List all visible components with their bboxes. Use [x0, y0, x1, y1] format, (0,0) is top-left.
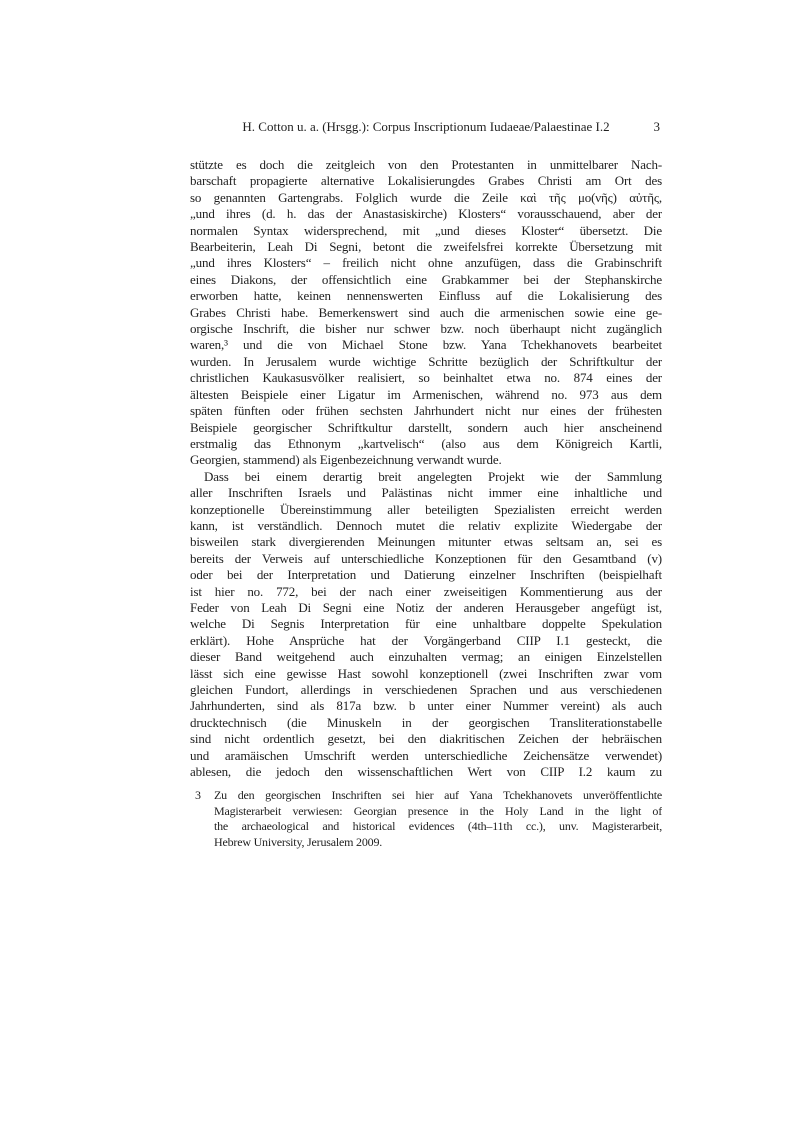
text-line: oder bei der Interpretation und Datierung einzelner Inschriften (beispielhaft — [190, 567, 662, 583]
text-line: „und ihres Klosters“ – freilich nicht ohne anzufügen, dass die Grabinschrift — [190, 255, 662, 271]
text-line: so genannten Gartengrabs. Folglich wurde die Zeile καὶ τῆς μο(νῆς) αὐτῆς, — [190, 189, 662, 205]
text-line: Magisterarbeit verwiesen: Georgian presence in the Holy Land in the light of — [214, 803, 662, 818]
page-number: 3 — [653, 119, 660, 134]
text-line: und aramäischen Umschrift werden unterschiedliche Zeichensätze verwendet) — [190, 747, 662, 763]
text-line: orgische Inschrift, die bisher nur schwer bzw. noch überhaupt nicht zugänglich — [190, 321, 662, 337]
text-line: bereits der Verweis auf unterschiedliche Konzeptionen für den Gesamtband (v) — [190, 550, 662, 566]
text-line: lässt sich eine gewisse Hast sowohl konzeptionell (zwei Inschriften zwar vom — [190, 665, 662, 681]
paragraph-second — [190, 469, 662, 781]
text-line: Feder von Leah Di Segni eine Notiz der anderen Herausgeber angefügt ist, — [190, 599, 662, 615]
text-line: ältesten Beispiele einer Ligatur im Armenischen, während no. 973 aus dem — [190, 386, 662, 402]
text-line: wurden. In Jerusalem wurde wichtige Schritte bezüglich der Schriftkultur der — [190, 353, 662, 369]
text-line: welche Di Segnis Interpretation für eine unhaltbare doppelte Spekulation — [190, 616, 662, 632]
text-line: stützte es doch die zeitgleich von den Protestanten in unmittelbarer Nach- — [190, 157, 662, 172]
text-line: „und ihres (d. h. das der Anastasiskirche) Klosters“ vorausschauend, aber der — [190, 206, 662, 222]
text-line: dieser Band weitgehend auch einzuhalten vermag; an einigen Einzelstellen — [190, 649, 662, 665]
text-line: Georgien, stammend) als Eigenbezeichnung verwandt wurde. — [190, 452, 502, 468]
text-line: Hebrew University, Jerusalem 2009. — [214, 834, 383, 849]
paragraph-continuation — [190, 157, 662, 469]
text-line: normalen Syntax widersprechend, mit „und dieses Kloster“ übersetzt. Die — [190, 222, 662, 238]
text-line: ablesen, die jedoch den wissenschaftlichen Wert von CIIP I.2 kaum zu — [190, 764, 662, 780]
text-line: gleichen Fundort, allerdings in verschiedenen Sprachen und aus verschiedenen — [190, 682, 662, 697]
footnote-block — [190, 788, 662, 850]
text-line: erklärt). Hohe Ansprüche hat der Vorgängerband CIIP I.1 gesteckt, die — [190, 632, 662, 648]
text-line: bisweilen stark divergierenden Meinungen mitunter etwas seltsam an, sei es — [190, 534, 662, 550]
text-line: erstmalig das Ethnonym „kartvelisch“ (also aus dem Königreich Kartli, — [190, 435, 662, 451]
text-line: Beispiele georgischer Schriftkultur darstellt, sondern auch hier anscheinend — [190, 419, 662, 435]
text-line: Dass bei einem derartig breit angelegten Projekt wie der Sammlung — [204, 468, 662, 484]
text-line: Zu den georgischen Inschriften sei hier auf Yana Tchekhanovets unveröffentlichte — [214, 788, 662, 802]
running-header — [190, 119, 662, 134]
text-line: kann, ist verständlich. Dennoch mutet die relativ explizite Wiedergabe der — [190, 517, 662, 533]
text-line: konzeptionelle Übereinstimmung aller beteiligten Spezialisten erreicht werden — [190, 501, 662, 517]
text-line: Grabes Christi habe. Bemerkenswert sind auch die armenischen sowie eine ge- — [190, 304, 662, 320]
text-line: sind nicht ordentlich gesetzt, bei den diakritischen Zeichen der hebräischen — [190, 731, 662, 747]
text-line: späten fünften oder frühen sechsten Jahrhundert nicht nur eines der frühesten — [190, 403, 662, 419]
text-line: the archaeological and historical evidences (4th–11th cc.), unv. Magisterarbeit, — [214, 819, 662, 834]
text-line: aller Inschriften Israels und Palästinas nicht immer eine inhaltliche und — [190, 485, 662, 501]
text-line: ist hier no. 772, bei der nach einer zweiseitigen Kommentierung aus der — [190, 583, 662, 599]
text-line: barschaft propagierte alternative Lokalisierungdes Grabes Christi am Ort des — [190, 173, 662, 189]
review-body-text — [190, 157, 662, 780]
text-line: Jahrhunderten, sind als 817a bzw. b unter einer Nummer vereint) als auch — [190, 698, 662, 714]
text-line: erworben hatte, keinen nennenswerten Einfluss auf die Lokalisierung des — [190, 288, 662, 304]
running-title: H. Cotton u. a. (Hrsgg.): Corpus Inscriptionum Iudaeae/Palaestinae I.2 — [242, 119, 610, 134]
text-line: eines Diakons, der offensichtlich eine Grabkammer bei der Stephanskirche — [190, 271, 662, 287]
text-line: drucktechnisch (die Minuskeln in der georgischen Transliterationstabelle — [190, 714, 662, 730]
footnote-text — [214, 788, 662, 850]
text-line: waren,³ und die von Michael Stone bzw. Yana Tchekhanovets bearbeitet — [190, 337, 662, 353]
text-line: Bearbeiterin, Leah Di Segni, betont die zweifelsfrei korrekte Übersetzung mit — [190, 239, 662, 255]
text-line: christlichen Kaukasusvölker realisiert, so beinhaltet etwa no. 874 eines der — [190, 370, 662, 386]
footnote-number: 3 — [195, 788, 201, 802]
